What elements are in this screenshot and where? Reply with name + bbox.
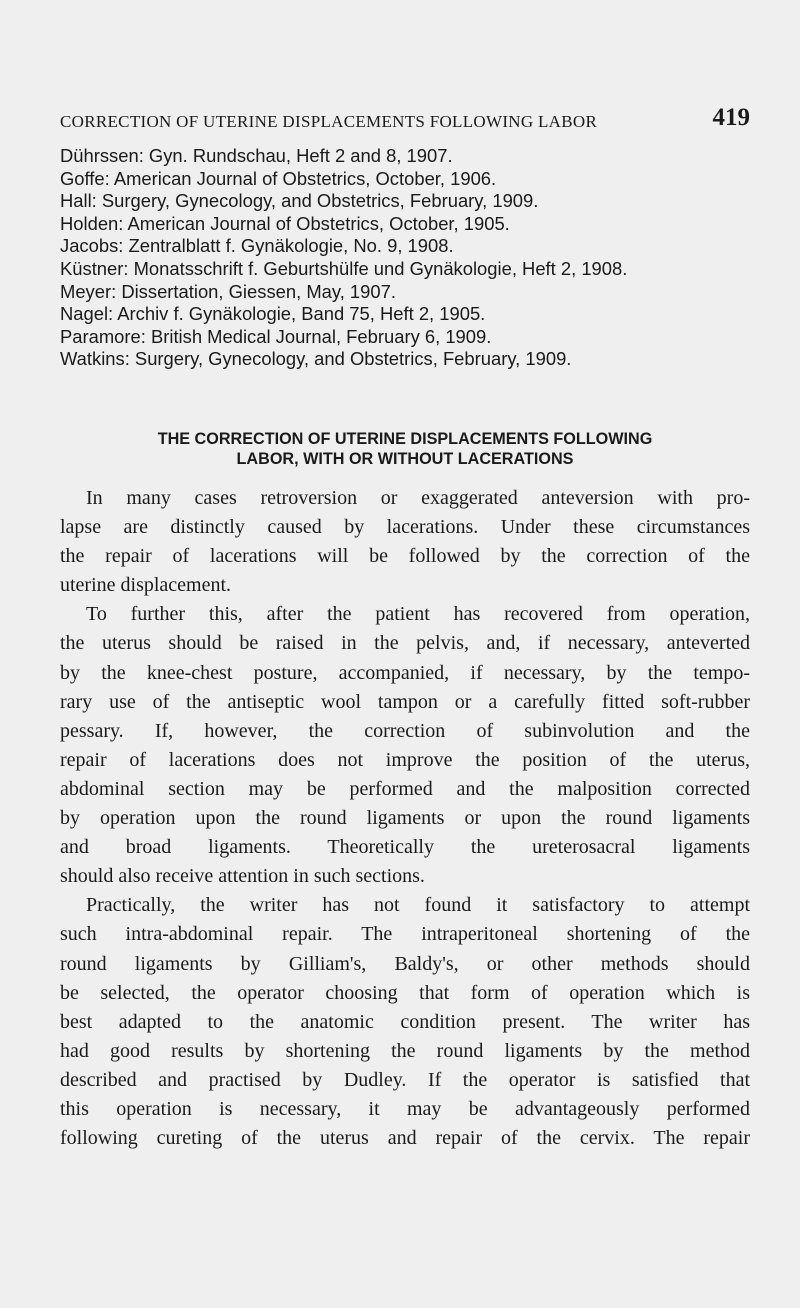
paragraph-3 [60,891,750,1153]
text-line: following cureting of the uterus and repair of the cervix. The repair [60,1127,750,1150]
text-line: best adapted to the anatomic condition present. The writer has [60,1010,750,1033]
reference-item: Küstner: Monatsschrift f. Geburtshülfe und Gynäkologie, Heft 2, 1908. [60,257,628,279]
reference-item: Goffe: American Journal of Obstetrics, October, 1906. [60,167,497,189]
text-line: uterine displacement. [60,574,232,597]
text-line: should also receive attention in such sections. [60,865,425,888]
reference-item: Hall: Surgery, Gynecology, and Obstetrics, February, 1909. [60,190,539,212]
text-line: the repair of lacerations will be followed by the correction of the [60,545,750,568]
page-number: 419 [712,104,750,131]
reference-item: Paramore: British Medical Journal, February 6, 1909. [60,325,492,347]
text-line: lapse are distinctly caused by lacerations. Under these circumstances [60,516,750,539]
text-line: by operation upon the round ligaments or upon the round ligaments [60,807,750,830]
text-line: repair of lacerations does not improve the position of the uterus, [60,748,750,771]
text-line: described and practised by Dudley. If the operator is satisfied that [60,1068,750,1091]
text-line: this operation is necessary, it may be advantageously performed [60,1097,750,1120]
body-text [60,484,750,1153]
reference-item: Holden: American Journal of Obstetrics, October, 1905. [60,212,510,234]
section-heading-line-1: THE CORRECTION OF UTERINE DISPLACEMENTS FOLLOWING [157,430,653,448]
reference-item: Watkins: Surgery, Gynecology, and Obstetrics, February, 1909. [60,348,572,370]
section-heading-line-2: LABOR, WITH OR WITHOUT LACERATIONS [236,449,574,468]
text-line: be selected, the operator choosing that form of operation which is [60,981,750,1004]
reference-item: Dührssen: Gyn. Rundschau, Heft 2 and 8, 1907. [60,145,453,166]
text-line: Practically, the writer has not found it satisfactory to attempt [86,894,750,917]
text-line: and broad ligaments. Theoretically the ureterosacral ligaments [60,836,750,859]
text-line: had good results by shortening the round ligaments by the method [60,1039,750,1062]
running-header [60,104,750,134]
text-line: rary use of the antiseptic wool tampon or a carefully fitted soft-rubber [60,690,750,713]
reference-list [60,145,760,371]
text-line: such intra-abdominal repair. The intraperitoneal shortening of the [60,923,750,946]
section-heading [60,430,750,469]
text-line: To further this, after the patient has recovered from operation, [86,603,750,626]
text-line: by the knee-chest posture, accompanied, if necessary, by the tempo- [60,661,750,684]
text-line: round ligaments by Gilliam's, Baldy's, or other methods should [60,952,750,975]
text-line: In many cases retroversion or exaggerated anteversion with pro- [86,487,750,509]
reference-item: Meyer: Dissertation, Giessen, May, 1907. [60,280,396,302]
paragraph-1 [60,484,750,600]
text-line: the uterus should be raised in the pelvis, and, if necessary, anteverted [60,632,750,655]
running-title: CORRECTION OF UTERINE DISPLACEMENTS FOLLOWING LABOR [60,112,598,131]
paragraph-2 [60,600,750,891]
reference-item: Jacobs: Zentralblatt f. Gynäkologie, No. 9, 1908. [60,235,454,257]
text-line: abdominal section may be performed and the malposition corrected [60,777,750,800]
text-line: pessary. If, however, the correction of subinvolution and the [60,719,750,742]
reference-item: Nagel: Archiv f. Gynäkologie, Band 75, Heft 2, 1905. [60,303,486,325]
